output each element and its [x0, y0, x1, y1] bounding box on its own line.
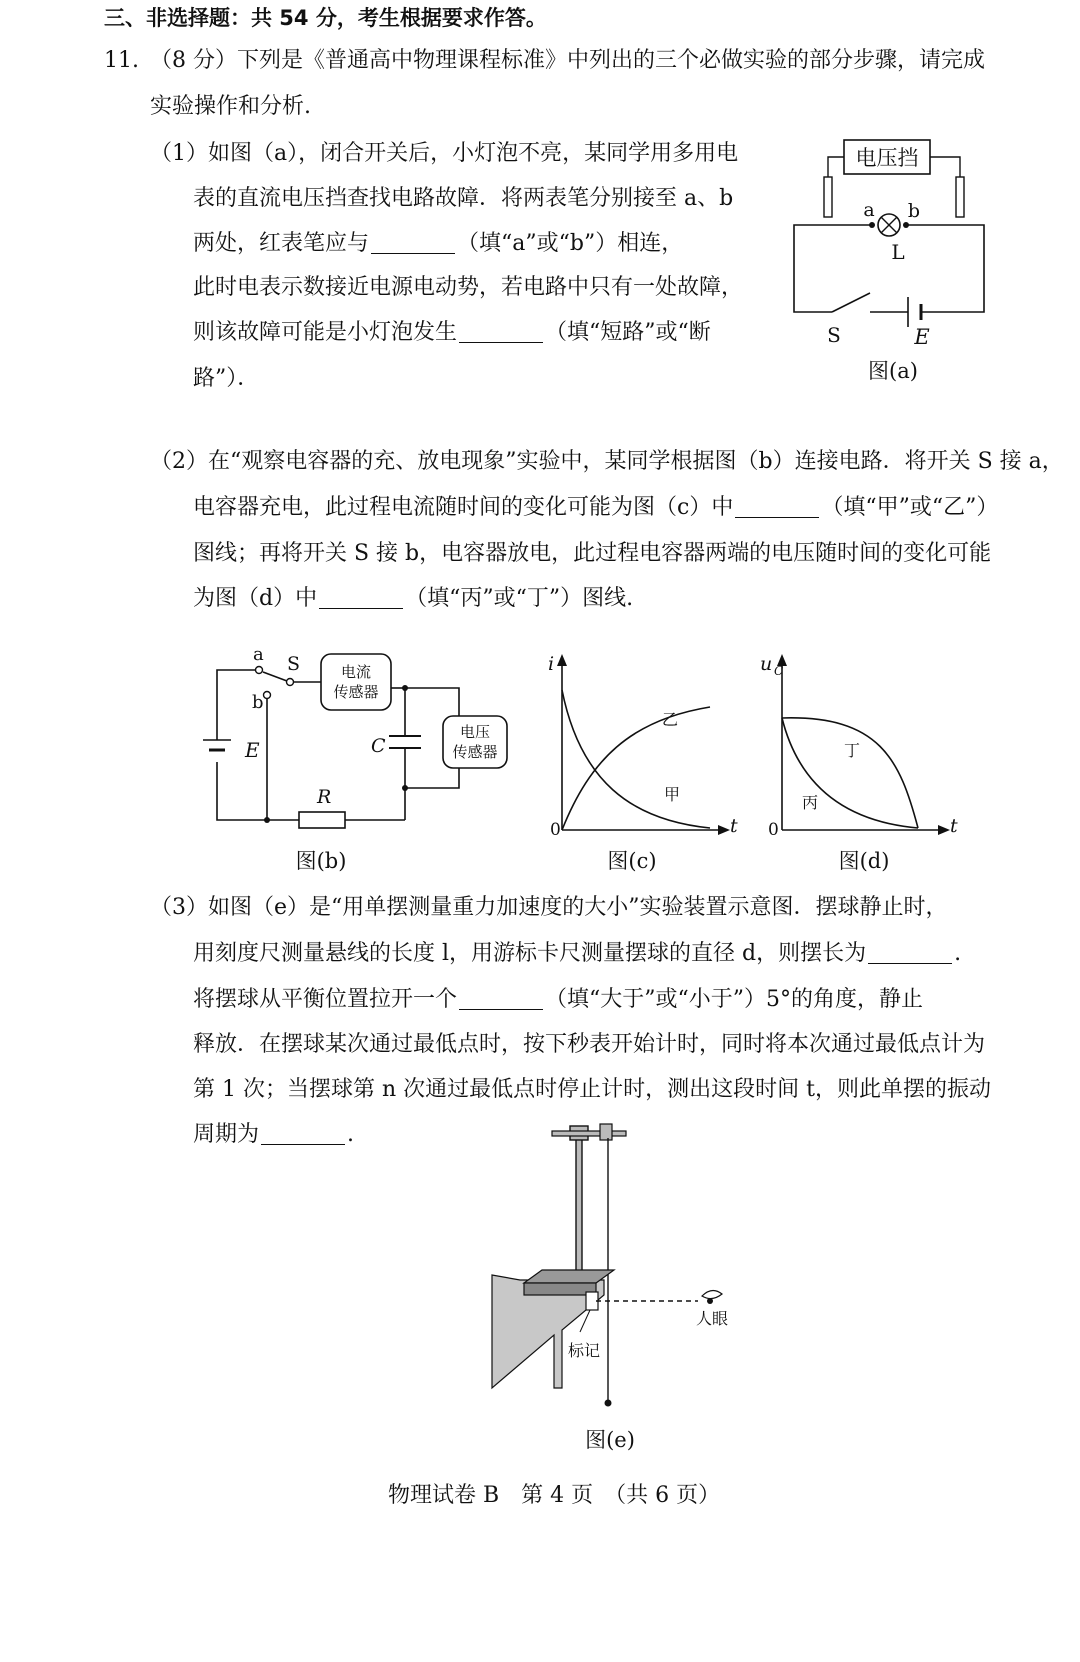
- curve-decay: [562, 690, 710, 828]
- section-heading: 三、非选择题：共 54 分，考生根据要求作答。: [104, 6, 547, 30]
- figure-d: [760, 650, 960, 880]
- answer-blank-4[interactable]: [319, 586, 403, 609]
- origin-label: 0: [550, 820, 561, 840]
- label-S: S: [827, 323, 841, 347]
- curve-concave-label: 丙: [802, 793, 819, 812]
- switch-blade: [832, 293, 870, 312]
- pendulum-bob: [605, 1400, 612, 1407]
- caption-c: 图(c): [607, 849, 657, 873]
- label-a: a: [863, 199, 875, 221]
- part3-line5: 第 1 次；当摆球第 n 次通过最低点时停止计时，测出这段时间 t，则此单摆的振动: [193, 1077, 991, 1102]
- curve-convex-label: 丁: [844, 741, 861, 760]
- axis-y-label: u: [760, 653, 773, 675]
- curve-rise-label: 乙: [662, 710, 679, 729]
- part2-line4-b: （填“丙”或“丁”）图线.: [405, 586, 634, 611]
- part1-line3-b: （填“a”或“b”）相连，: [457, 231, 684, 256]
- part3-line6-b: .: [347, 1122, 355, 1147]
- part1-line5-b: （填“短路”或“断: [545, 320, 711, 345]
- eye-icon: [702, 1290, 722, 1298]
- axis-y-subscript: C: [774, 664, 784, 678]
- figure-b: [195, 640, 515, 880]
- answer-blank-6[interactable]: [459, 987, 543, 1010]
- resistor: [299, 812, 345, 828]
- label-b: b: [252, 692, 264, 713]
- part1-line5: [193, 318, 711, 348]
- figure-c: [540, 650, 740, 880]
- voltage-sensor-label-2: 传感器: [452, 743, 498, 761]
- question-intro-line2: 实验操作和分析.: [150, 94, 311, 119]
- meter-label: 电压挡: [855, 146, 919, 170]
- part1-line2: 表的直流电压挡查找电路故障．将两表笔分别接至 a、b: [193, 186, 734, 211]
- label-S: S: [287, 653, 301, 675]
- part2-line4-a: 为图（d）中: [193, 586, 318, 611]
- switch-blade: [263, 672, 287, 681]
- figure-a: [790, 135, 990, 385]
- part3-line2-b: .: [954, 941, 962, 966]
- part1-line4: 此时电表示数接近电源电动势，若电路中只有一处故障，: [193, 275, 744, 300]
- part1-line3: [193, 229, 683, 259]
- part3-line2: [193, 939, 961, 969]
- figure-e: [480, 1120, 780, 1460]
- cross-bar: [552, 1131, 626, 1136]
- part3-line3-a: 将摆球从平衡位置拉开一个: [193, 987, 458, 1012]
- answer-blank-3[interactable]: [735, 495, 819, 518]
- origin-label: 0: [768, 820, 779, 840]
- answer-blank-1[interactable]: [371, 231, 455, 254]
- label-a: a: [253, 644, 264, 665]
- part2-line2-a: 电容器充电，此过程电流随时间的变化可能为图（c）中: [193, 495, 734, 520]
- part2-line3: 图线；再将开关 S 接 b，电容器放电，此过程电容器两端的电压随时间的变化可能: [193, 541, 992, 566]
- caption-b: 图(b): [295, 849, 347, 873]
- voltage-sensor-label-1: 电压: [459, 723, 491, 741]
- part1-line6: 路”）．: [193, 366, 260, 391]
- part3-line2-a: 用刻度尺测量悬线的长度 l，用游标卡尺测量摆球的直径 d，则摆长为: [193, 941, 867, 966]
- part2-line1: （2）在“观察电容器的充、放电现象”实验中，某同学根据图（b）连接电路．将开关 S 接 a，: [150, 449, 1064, 474]
- part3-line1: （3）如图（e）是“用单摆测量重力加速度的大小”实验装置示意图．摆球静止时，: [150, 895, 948, 920]
- part1-line1: （1）如图（a），闭合开关后，小灯泡不亮，某同学用多用电: [150, 141, 739, 166]
- mark-label: 标记: [568, 1341, 601, 1360]
- current-sensor-label-2: 传感器: [333, 683, 379, 701]
- part3-line6-a: 周期为: [193, 1122, 260, 1147]
- current-sensor-label-1: 电流: [340, 663, 372, 681]
- part1-line3-a: 两处，红表笔应与: [193, 231, 370, 256]
- part3-line6: [193, 1120, 354, 1150]
- axis-x-label: t: [950, 815, 958, 837]
- label-E: E: [245, 738, 260, 762]
- curve-decay-label: 甲: [664, 785, 681, 804]
- label-L: L: [891, 240, 905, 264]
- part1-line5-a: 则该故障可能是小灯泡发生: [193, 320, 458, 345]
- caption-e: 图(e): [585, 1428, 635, 1452]
- axis-x-label: t: [730, 815, 738, 837]
- answer-blank-7[interactable]: [261, 1122, 345, 1145]
- part2-line2: [193, 493, 998, 523]
- part3-line3: [193, 985, 923, 1015]
- label-R: R: [317, 786, 332, 808]
- answer-blank-2[interactable]: [459, 320, 543, 343]
- part2-line4: [193, 584, 633, 614]
- curve-rise: [562, 707, 710, 830]
- label-E: E: [914, 325, 930, 349]
- question-number: 11.: [104, 48, 139, 73]
- page-footer: 物理试卷 B 第 4 页 （共 6 页）: [388, 1483, 721, 1508]
- question-intro-line1: （8 分）下列是《普通高中物理课程标准》中列出的三个必做实验的部分步骤，请完成: [150, 48, 985, 73]
- label-b: b: [907, 200, 921, 222]
- stand-rod: [576, 1134, 582, 1292]
- part2-line2-b: （填“甲”或“乙”）: [821, 495, 999, 520]
- caption-a: 图(a): [868, 359, 918, 383]
- part3-line3-b: （填“大于”或“小于”）5°的角度，静止: [545, 987, 924, 1012]
- axis-y-label: i: [548, 653, 555, 675]
- answer-blank-5[interactable]: [868, 941, 952, 964]
- label-C: C: [371, 735, 386, 757]
- eye-label: 人眼: [696, 1309, 729, 1328]
- probe-left: [824, 177, 832, 217]
- probe-right: [956, 177, 964, 217]
- caption-d: 图(d): [838, 849, 890, 873]
- part3-line4: 释放．在摆球某次通过最低点时，按下秒表开始计时，同时将本次通过最低点计为: [193, 1032, 986, 1057]
